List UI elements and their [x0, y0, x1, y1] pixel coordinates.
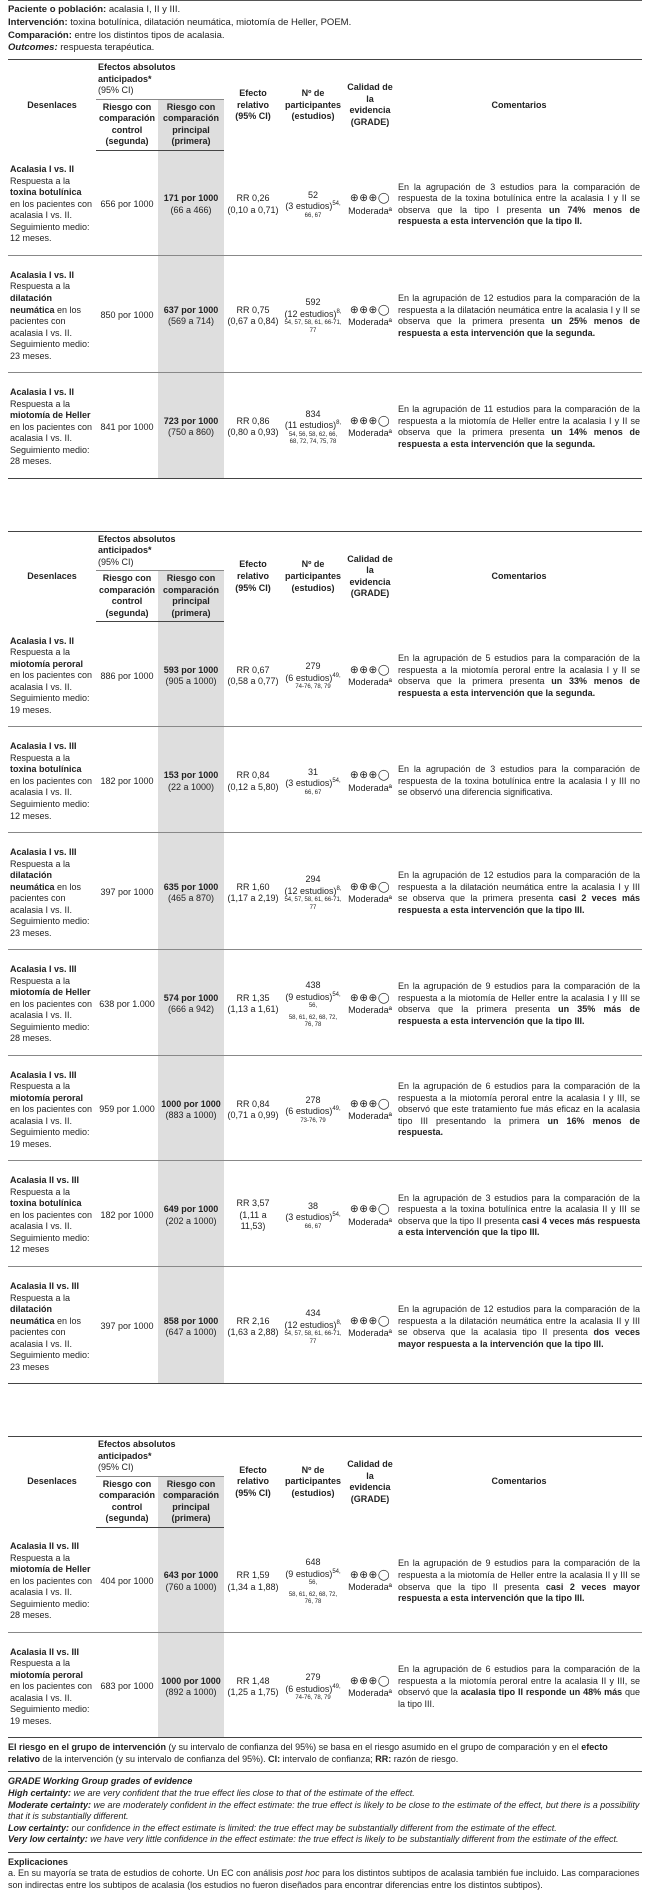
col-quality: Calidad de la evidencia (GRADE) [344, 1437, 396, 1528]
col-control: Riesgo con comparación control (segunda) [96, 1476, 158, 1527]
explanation-a: a. En su mayoría se trata de estudios de cohorte. Un EC con análisis post hoc para los distintos subtipos de acalasia también fue incluido. Las comparaciones son indirectas entre los subtipos de acalasia (los estudios no fueron diseñados para encontrar diferencias entre los distintos subtipos). [8, 1868, 640, 1890]
outcome-cell: Acalasia I vs. II Respuesta a la dilatación neumática en los pacientes con acalasia I vs. II. Seguimiento medio: 23 meses. [8, 255, 96, 372]
comparison-line: Comparación: entre los distintos tipos de acalasia. [8, 29, 225, 41]
certainty: ⊕⊕⊕◯ Moderadaª [344, 1161, 396, 1267]
table-row [8, 833, 642, 950]
outcome-cell: Acalasia I vs. III Respuesta a la miotomía de Heller en los pacientes con acalasia I vs. II. Seguimiento medio: 28 meses. [8, 950, 96, 1056]
outcome-cell: Acalasia I vs. III Respuesta a la miotomía peroral en los pacientes con acalasia I vs. II. Seguimiento medio: 19 meses. [8, 1055, 96, 1161]
comment-cell: En la agrupación de 9 estudios para la comparación de la respuesta a la miotomía de Heller entre la acalasia I y III se observa que la primera presenta un 35% más de respuesta a esta intervención que la tipo III. [396, 950, 642, 1056]
grade-moderate: Moderate certainty: we are moderately confident in the effect estimate: the true effect is likely to be close to the estimate of the effect, but there is a possibility that it is substantially different. [8, 1799, 640, 1822]
principal-risk: 574 por 1000 (666 a 942) [158, 950, 224, 1056]
control-risk: 656 por 1000 [96, 150, 158, 255]
relative-effect: RR 0,84 (0,12 a 5,80) [224, 727, 282, 833]
principal-risk: 643 por 1000 (760 a 1000) [158, 1527, 224, 1632]
relative-effect: RR 1,48 (1,25 a 1,75) [224, 1632, 282, 1738]
control-risk: 959 por 1.000 [96, 1055, 158, 1161]
table-row [8, 622, 642, 727]
principal-risk: 723 por 1000 (750 a 860) [158, 373, 224, 479]
table-row [8, 373, 642, 479]
col-outcomes: Desenlaces [8, 531, 96, 622]
table-row [8, 727, 642, 833]
col-relative: Efecto relativo (95% CI) [224, 531, 282, 622]
outcomes-line: Outcomes: respuesta terapéutica. [8, 42, 155, 54]
principal-risk: 635 por 1000 (465 a 870) [158, 833, 224, 950]
principal-risk: 637 por 1000 (569 a 714) [158, 255, 224, 372]
participants: 648 (9 estudios)$^{54, 56,}$ 58, 61, 62, 68, 72, 76, 78 [282, 1527, 344, 1632]
principal-risk: 171 por 1000 (66 a 466) [158, 150, 224, 255]
comment-cell: En la agrupación de 11 estudios para la comparación de la respuesta a la miotomía de Heller entre la acalasia I y II se observa que la primera presenta un 14% menos de respuesta a esta intervención que la segunda. [396, 373, 642, 479]
col-participants: Nº de participantes (estudios) [282, 1437, 344, 1528]
certainty-icon: ⊕⊕⊕◯ [349, 1203, 391, 1216]
certainty-icon: ⊕⊕⊕◯ [349, 1674, 391, 1687]
control-risk: 841 por 1000 [96, 373, 158, 479]
table-row [8, 150, 642, 255]
certainty-icon: ⊕⊕⊕◯ [349, 663, 391, 676]
comment-cell: En la agrupación de 12 estudios para la comparación de la respuesta a la dilatación neumática entre la acalasia I y II se observa que la primera presenta un 25% menos de respuesta a esta intervención que la segunda. [396, 255, 642, 372]
certainty: ⊕⊕⊕◯ Moderadaª [344, 950, 396, 1056]
table-row [8, 1161, 642, 1267]
col-participants: Nº de participantes (estudios) [282, 60, 344, 151]
relative-effect: RR 0,84 (0,71 a 0,99) [224, 1055, 282, 1161]
col-comments: Comentarios [396, 60, 642, 151]
comment-cell: En la agrupación de 3 estudios para la comparación de respuesta de la toxina botulínica entre la acalasia I y II se observa que la tipo I presenta un 74% menos de respuesta a esta intervención que la tipo II. [396, 150, 642, 255]
explanations-title: Explicaciones [8, 1856, 69, 1867]
grade-high: High certainty: we are very confident that the true effect lies close to that of the estimate of the effect. [8, 1787, 415, 1798]
col-abs-effects: Efectos absolutos anticipados* (95% CI) [96, 531, 224, 571]
relative-effect: RR 2,16 (1,63 a 2,88) [224, 1266, 282, 1383]
table-row [8, 1527, 642, 1632]
comment-cell: En la agrupación de 12 estudios para la comparación de la respuesta a la dilatación neumática entre la acalasia I y III se observa que la primera presenta casi 2 veces más respuesta a esta intervención que la tipo III. [396, 833, 642, 950]
control-risk: 397 por 1000 [96, 1266, 158, 1383]
outcome-cell: Acalasia I vs. II Respuesta a la toxina botulínica en los pacientes con acalasia I vs. II. Seguimiento medio: 12 meses. [8, 150, 96, 255]
certainty-icon: ⊕⊕⊕◯ [349, 192, 391, 205]
table-gap [8, 479, 642, 531]
participants: 279 (6 estudios)$^{49,}$ 74-76, 78, 79 [282, 1632, 344, 1738]
col-quality: Calidad de la evidencia (GRADE) [344, 60, 396, 151]
col-outcomes: Desenlaces [8, 60, 96, 151]
outcome-cell: Acalasia II vs. III Respuesta a la toxina botulínica en los pacientes con acalasia I vs. II. Seguimiento medio: 12 meses [8, 1161, 96, 1267]
participants: 52 (3 estudios)$^{54,}$ 66, 67 [282, 150, 344, 255]
col-principal: Riesgo con comparación principal (primera) [158, 1476, 224, 1527]
control-risk: 683 por 1000 [96, 1632, 158, 1738]
table-row [8, 1632, 642, 1738]
certainty-icon: ⊕⊕⊕◯ [349, 303, 391, 316]
table-row [8, 255, 642, 372]
comment-cell: En la agrupación de 6 estudios para la comparación de la respuesta a la miotomía peroral entre la acalasia I y III, se observó que este tratamiento fue más eficaz en la acalasia tipo III presentando la primera un 16% menos de respuesta. [396, 1055, 642, 1161]
relative-effect: RR 1,35 (1,13 a 1,61) [224, 950, 282, 1056]
control-risk: 850 por 1000 [96, 255, 158, 372]
relative-effect: RR 0,26 (0,10 a 0,71) [224, 150, 282, 255]
certainty: ⊕⊕⊕◯ Moderadaª [344, 1266, 396, 1383]
explanations [8, 1853, 642, 1895]
table-gap [8, 1384, 642, 1436]
col-participants: Nº de participantes (estudios) [282, 531, 344, 622]
evidence-table [8, 59, 642, 478]
participants: 434 (12 estudios)$^{8,}$ 54, 57, 58, 61, 66-71, 77 [282, 1266, 344, 1383]
certainty: ⊕⊕⊕◯ Moderadaª [344, 1632, 396, 1738]
outcome-cell: Acalasia II vs. III Respuesta a la dilatación neumática en los pacientes con acalasia I vs. II. Seguimiento medio: 23 meses [8, 1266, 96, 1383]
participants: 592 (12 estudios)$^{8,}$ 54, 57, 58, 61, 66-71, 77 [282, 255, 344, 372]
principal-risk: 1000 por 1000 (883 a 1000) [158, 1055, 224, 1161]
certainty-icon: ⊕⊕⊕◯ [349, 1097, 391, 1110]
principal-risk: 649 por 1000 (202 a 1000) [158, 1161, 224, 1267]
grade-very-low: Very low certainty: we have very little confidence in the effect estimate: the true effect is likely to be substantially different from the estimate of the effect. [8, 1834, 619, 1845]
relative-effect: RR 1,59 (1,34 a 1,88) [224, 1527, 282, 1632]
control-risk: 886 por 1000 [96, 622, 158, 727]
certainty: ⊕⊕⊕◯ Moderadaª [344, 727, 396, 833]
comment-cell: En la agrupación de 5 estudios para la comparación de la respuesta a la miotomía peroral entre la acalasia I y II se observa que la primera presenta un 33% menos de respuesta a esta intervención que la segunda. [396, 622, 642, 727]
participants: 38 (3 estudios)$^{54,}$ 66, 67 [282, 1161, 344, 1267]
outcome-cell: Acalasia I vs. III Respuesta a la toxina botulínica en los pacientes con acalasia I vs. II. Seguimiento medio: 12 meses. [8, 727, 96, 833]
outcome-cell: Acalasia II vs. III Respuesta a la miotomía peroral en los pacientes con acalasia I vs. II. Seguimiento medio: 19 meses. [8, 1632, 96, 1738]
participants: 278 (6 estudios)$^{49,}$ 73-76, 79 [282, 1055, 344, 1161]
population-line: Paciente o población: acalasia I, II y III. [8, 4, 181, 15]
principal-risk: 593 por 1000 (905 a 1000) [158, 622, 224, 727]
outcome-cell: Acalasia I vs. II Respuesta a la miotomía peroral en los pacientes con acalasia I vs. II. Seguimiento medio: 19 meses. [8, 622, 96, 727]
comment-cell: En la agrupación de 12 estudios para la comparación de la respuesta a la dilatación neumática entre la acalasia II y III se observa que la acalasia tipo II presenta dos veces mayor respuesta a la intervención que la tipo III. [396, 1266, 642, 1383]
certainty-icon: ⊕⊕⊕◯ [349, 1314, 391, 1327]
certainty: ⊕⊕⊕◯ Moderadaª [344, 833, 396, 950]
grade-low: Low certainty: our confidence in the effect estimate is limited: the true effect may be substantially different from the estimate of the effect. [8, 1822, 557, 1833]
control-risk: 404 por 1000 [96, 1527, 158, 1632]
control-risk: 182 por 1000 [96, 1161, 158, 1267]
certainty-icon: ⊕⊕⊕◯ [349, 414, 391, 427]
control-risk: 182 por 1000 [96, 727, 158, 833]
certainty-icon: ⊕⊕⊕◯ [349, 991, 391, 1004]
col-comments: Comentarios [396, 531, 642, 622]
grade-title: GRADE Working Group grades of evidence [8, 1776, 193, 1787]
certainty: ⊕⊕⊕◯ Moderadaª [344, 150, 396, 255]
col-control: Riesgo con comparación control (segunda) [96, 571, 158, 622]
table-row [8, 1266, 642, 1383]
col-principal: Riesgo con comparación principal (primera) [158, 99, 224, 150]
participants: 834 (11 estudios)$^{8,}$ 54, 56, 58, 62, 66, 68, 72, 74, 75, 78 [282, 373, 344, 479]
principal-risk: 153 por 1000 (22 a 1000) [158, 727, 224, 833]
grade-definitions [8, 1772, 642, 1852]
evidence-tables [8, 59, 642, 1738]
outcome-cell: Acalasia II vs. III Respuesta a la miotomía de Heller en los pacientes con acalasia I vs. II. Seguimiento medio: 28 meses. [8, 1527, 96, 1632]
certainty-icon: ⊕⊕⊕◯ [349, 769, 391, 782]
outcome-cell: Acalasia I vs. II Respuesta a la miotomía de Heller en los pacientes con acalasia I vs. II. Seguimiento medio: 28 meses. [8, 373, 96, 479]
summary-header [8, 0, 642, 59]
risk-footnote: El riesgo en el grupo de intervención (y su intervalo de confianza del 95%) se basa en el riesgo asumido en el grupo de comparación y en el efecto relativo de la intervención (y su intervalo de confianza del 95%). CI: intervalo de confianza; RR: razón de riesgo. [8, 1738, 642, 1772]
comment-cell: En la agrupación de 9 estudios para la comparación de la respuesta a la miotomía de Heller entre la acalasia II y III se observa que la tipo II presenta casi 2 veces mayor respuesta a esta intervención que la tipo III. [396, 1527, 642, 1632]
certainty-icon: ⊕⊕⊕◯ [349, 1569, 391, 1582]
col-control: Riesgo con comparación control (segunda) [96, 99, 158, 150]
evidence-table [8, 531, 642, 1384]
relative-effect: RR 0,86 (0,80 a 0,93) [224, 373, 282, 479]
principal-risk: 858 por 1000 (647 a 1000) [158, 1266, 224, 1383]
certainty-icon: ⊕⊕⊕◯ [349, 880, 391, 893]
participants: 279 (6 estudios)$^{49,}$ 74-76, 78, 79 [282, 622, 344, 727]
col-outcomes: Desenlaces [8, 1437, 96, 1528]
comment-cell: En la agrupación de 3 estudios para la comparación de respuesta de la toxina botulínica entre la acalasia I y III no se observó una diferencia significativa. [396, 727, 642, 833]
col-relative: Efecto relativo (95% CI) [224, 1437, 282, 1528]
certainty: ⊕⊕⊕◯ Moderadaª [344, 1055, 396, 1161]
comment-cell: En la agrupación de 6 estudios para la comparación de la respuesta a la miotomía peroral entre la acalasia II y III, se observó que la acalasia tipo II responde un 48% más que la tipo III. [396, 1632, 642, 1738]
certainty: ⊕⊕⊕◯ Moderadaª [344, 622, 396, 727]
participants: 31 (3 estudios)$^{54,}$ 66, 67 [282, 727, 344, 833]
certainty: ⊕⊕⊕◯ Moderadaª [344, 373, 396, 479]
relative-effect: RR 3,57 (1,11 a 11,53) [224, 1161, 282, 1267]
control-risk: 638 por 1.000 [96, 950, 158, 1056]
intervention-line: Intervención: toxina botulínica, dilatación neumática, miotomía de Heller, POEM. [8, 16, 352, 28]
certainty: ⊕⊕⊕◯ Moderadaª [344, 255, 396, 372]
relative-effect: RR 0,75 (0,67 a 0,84) [224, 255, 282, 372]
col-abs-effects: Efectos absolutos anticipados* (95% CI) [96, 60, 224, 100]
col-abs-effects: Efectos absolutos anticipados* (95% CI) [96, 1437, 224, 1477]
principal-risk: 1000 por 1000 (892 a 1000) [158, 1632, 224, 1738]
col-relative: Efecto relativo (95% CI) [224, 60, 282, 151]
participants: 438 (9 estudios)$^{54, 56,}$ 58, 61, 62, 68, 72, 76, 78 [282, 950, 344, 1056]
relative-effect: RR 0,67 (0,58 a 0,77) [224, 622, 282, 727]
col-principal: Riesgo con comparación principal (primera) [158, 571, 224, 622]
certainty: ⊕⊕⊕◯ Moderadaª [344, 1527, 396, 1632]
participants: 294 (12 estudios)$^{8,}$ 54, 57, 58, 61, 66-71, 77 [282, 833, 344, 950]
table-row [8, 950, 642, 1056]
outcome-cell: Acalasia I vs. III Respuesta a la dilatación neumática en los pacientes con acalasia I vs. II. Seguimiento medio: 23 meses. [8, 833, 96, 950]
relative-effect: RR 1,60 (1,17 a 2,19) [224, 833, 282, 950]
comment-cell: En la agrupación de 3 estudios para la comparación de la respuesta a la toxina botulínica entre la acalasia II y III se observa que la tipo II presenta casi 4 veces más respuesta a esta intervención que la tipo III. [396, 1161, 642, 1267]
table-row [8, 1055, 642, 1161]
evidence-table [8, 1436, 642, 1738]
page [8, 0, 642, 1895]
col-quality: Calidad de la evidencia (GRADE) [344, 531, 396, 622]
control-risk: 397 por 1000 [96, 833, 158, 950]
col-comments: Comentarios [396, 1437, 642, 1528]
